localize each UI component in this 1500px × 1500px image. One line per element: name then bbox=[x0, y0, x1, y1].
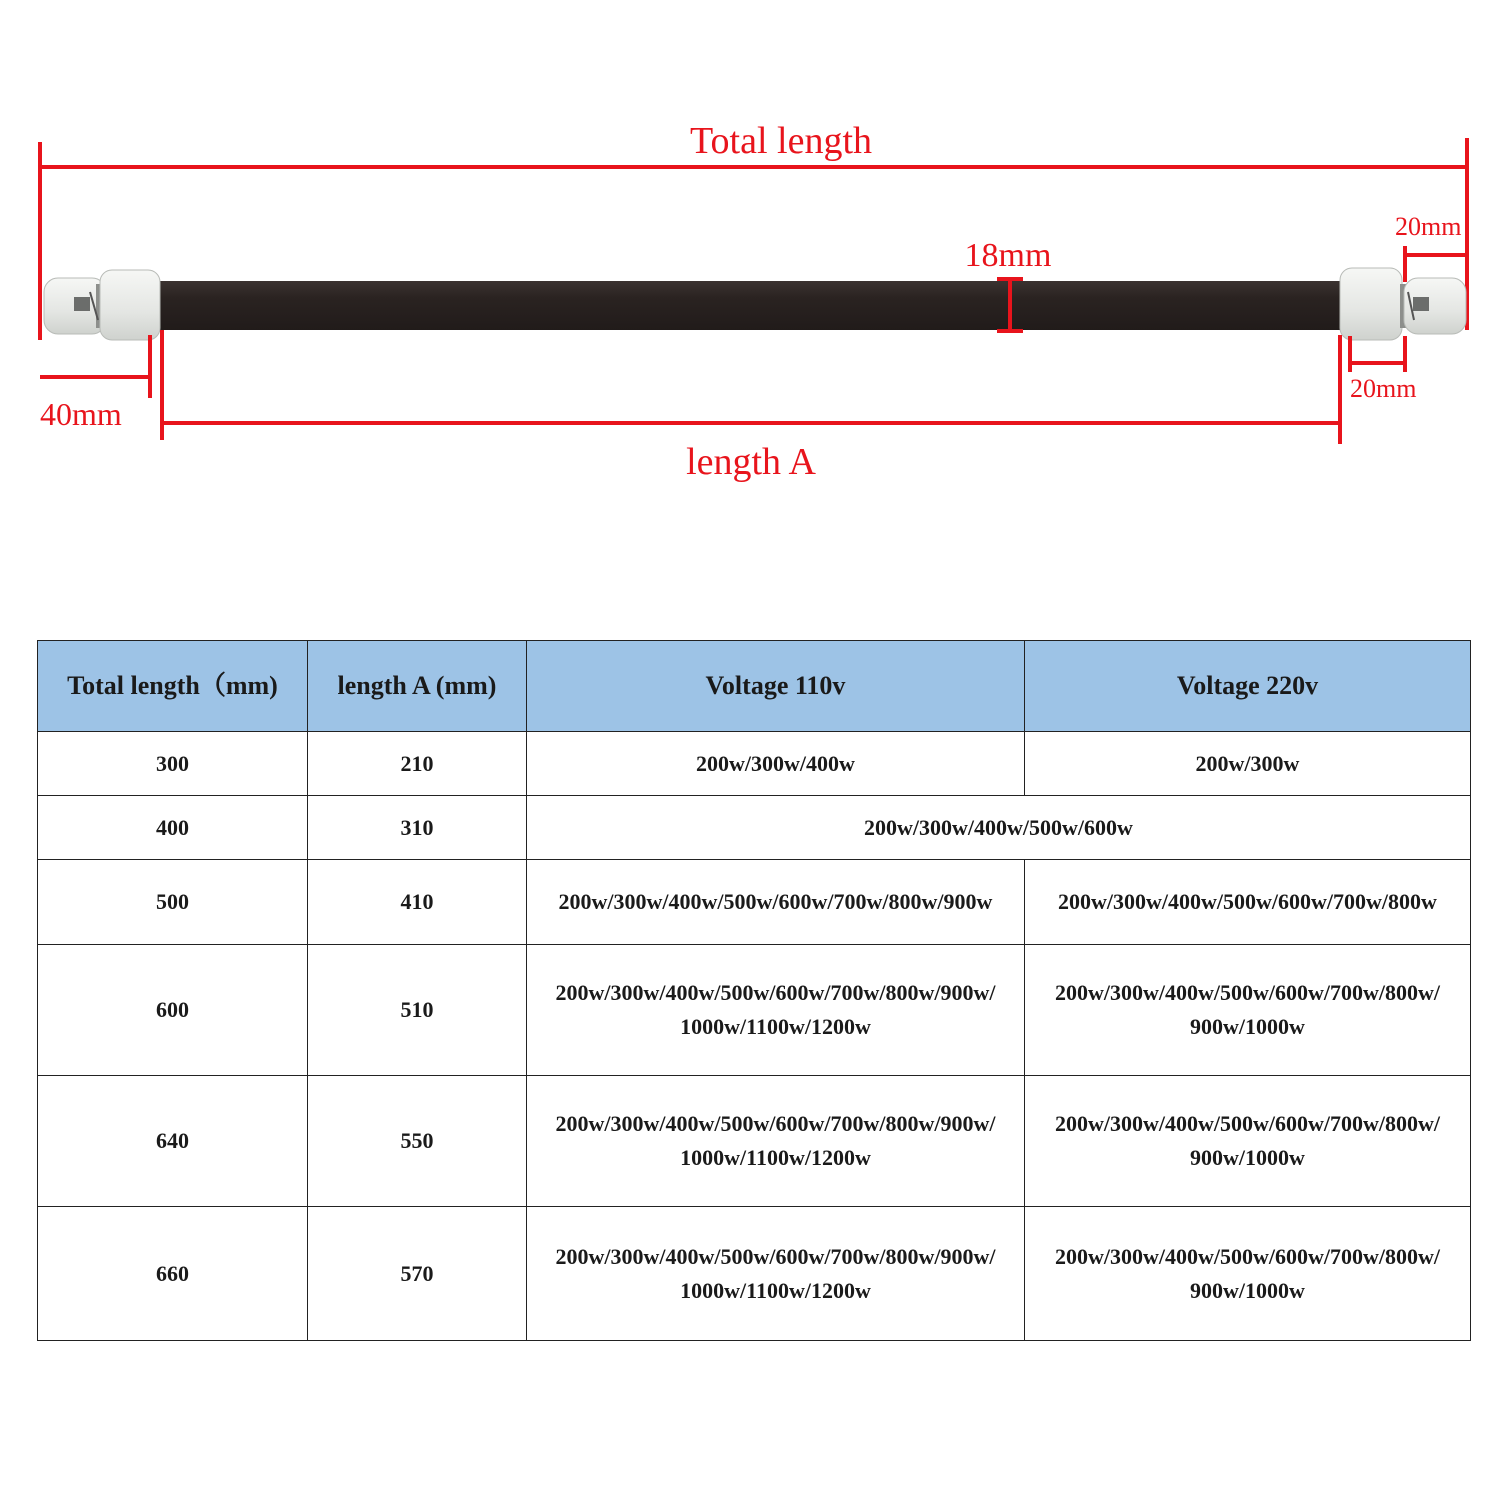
cell-voltage-220v: 200w/300w/400w/500w/600w/700w/800w bbox=[1025, 860, 1471, 945]
cell-voltage-220v: 200w/300w/400w/500w/600w/700w/800w/ 900w/1000w bbox=[1025, 1076, 1471, 1207]
cell-length-a: 410 bbox=[308, 860, 527, 945]
right-cap-bottom-label: 20mm bbox=[1350, 374, 1417, 403]
tube-body bbox=[150, 281, 1350, 330]
cell-voltage-110v: 200w/300w/400w/500w/600w/700w/800w/900w/ 1000w/1100w/1200w bbox=[527, 1076, 1025, 1207]
spec-table bbox=[37, 640, 1471, 1341]
cell-voltage-110v: 200w/300w/400w bbox=[527, 732, 1025, 796]
cell-voltage-220v: 200w/300w/400w/500w/600w/700w/800w/ 900w/1000w bbox=[1025, 945, 1471, 1076]
cell-voltage-merged: 200w/300w/400w/500w/600w bbox=[527, 796, 1471, 860]
cell-total-length: 660 bbox=[38, 1207, 308, 1341]
cell-total-length: 300 bbox=[38, 732, 308, 796]
total-length-label: Total length bbox=[689, 120, 873, 162]
cell-voltage-110v: 200w/300w/400w/500w/600w/700w/800w/900w bbox=[527, 860, 1025, 945]
cell-voltage-110v: 200w/300w/400w/500w/600w/700w/800w/900w/ 1000w/1100w/1200w bbox=[527, 1207, 1025, 1341]
cell-total-length: 640 bbox=[38, 1076, 308, 1207]
length-a-dimension bbox=[162, 330, 1340, 444]
table-row bbox=[38, 1076, 1471, 1207]
cell-length-a: 550 bbox=[308, 1076, 527, 1207]
table-row bbox=[38, 860, 1471, 945]
right-cap-top-dimension bbox=[1405, 246, 1467, 282]
header-voltage-220v: Voltage 220v bbox=[1025, 641, 1471, 732]
length-a-label: length A bbox=[686, 441, 816, 483]
header-voltage-110v: Voltage 110v bbox=[527, 641, 1025, 732]
table-row bbox=[38, 1207, 1471, 1341]
cell-total-length: 500 bbox=[38, 860, 308, 945]
header-length-a: length A (mm) bbox=[308, 641, 527, 732]
right-cap-bottom-dimension bbox=[1350, 336, 1405, 372]
header-total-length: Total length（mm) bbox=[38, 641, 308, 732]
cell-length-a: 570 bbox=[308, 1207, 527, 1341]
diameter-label: 18mm bbox=[964, 237, 1052, 274]
cell-length-a: 510 bbox=[308, 945, 527, 1076]
left-ceramic-cap bbox=[44, 270, 160, 340]
cell-voltage-220v: 200w/300w bbox=[1025, 732, 1471, 796]
cell-total-length: 600 bbox=[38, 945, 308, 1076]
table-row bbox=[38, 945, 1471, 1076]
cell-length-a: 310 bbox=[308, 796, 527, 860]
heater-tube bbox=[44, 268, 1466, 340]
cell-length-a: 210 bbox=[308, 732, 527, 796]
left-cap-label: 40mm bbox=[40, 396, 122, 432]
cell-total-length: 400 bbox=[38, 796, 308, 860]
right-cap-top-label: 20mm bbox=[1395, 212, 1462, 241]
table-row bbox=[38, 796, 1471, 860]
cell-voltage-220v: 200w/300w/400w/500w/600w/700w/800w/ 900w/1000w bbox=[1025, 1207, 1471, 1341]
left-cap-dimension bbox=[40, 335, 150, 398]
table-header-row bbox=[38, 641, 1471, 732]
table-row bbox=[38, 732, 1471, 796]
cell-voltage-110v: 200w/300w/400w/500w/600w/700w/800w/900w/ 1000w/1100w/1200w bbox=[527, 945, 1025, 1076]
heater-tube-diagram bbox=[0, 0, 1500, 520]
